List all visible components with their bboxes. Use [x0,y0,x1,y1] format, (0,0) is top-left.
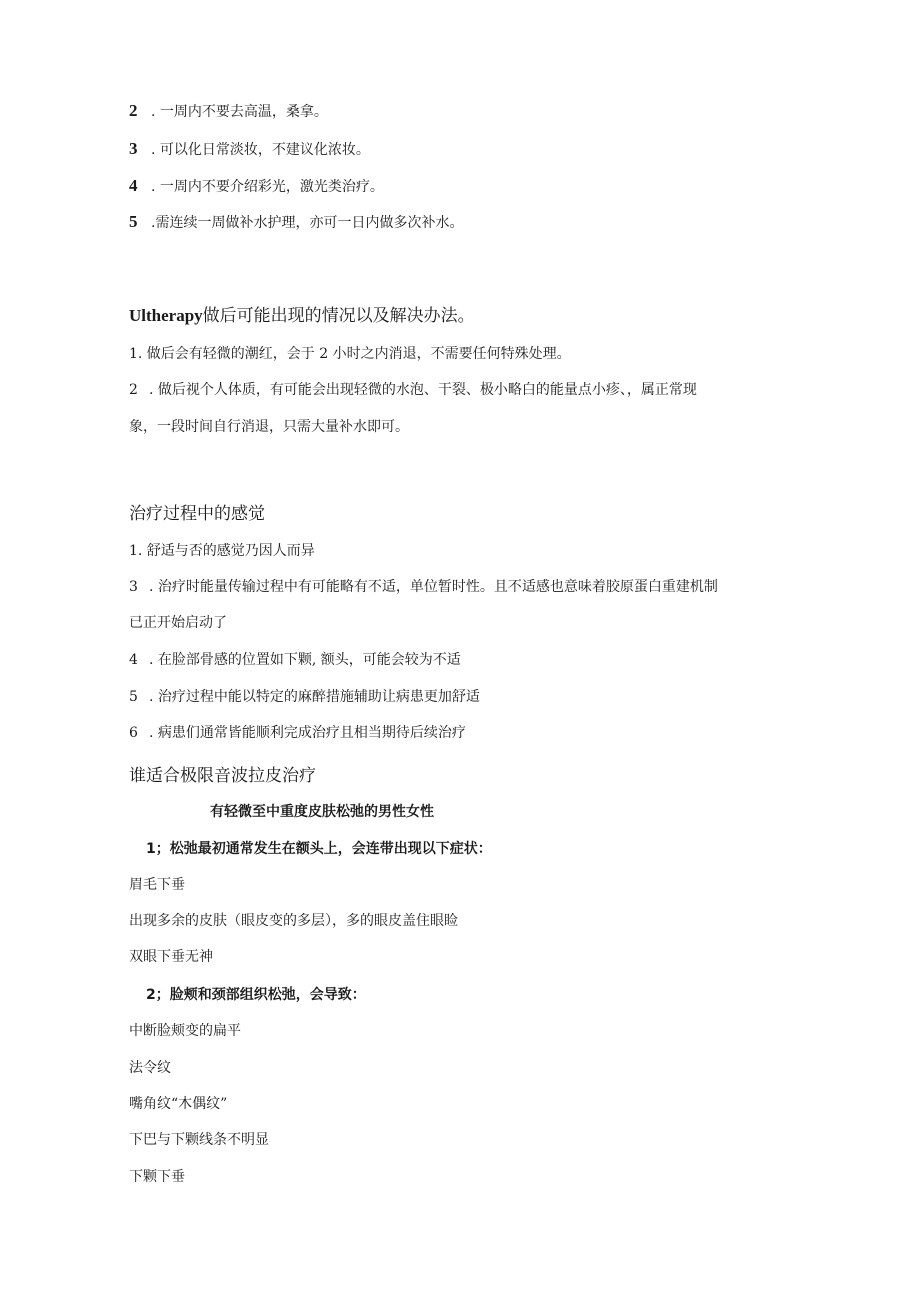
paragraph-item: 1. 做后会有轻微的潮红，会于 2 小时之内消退，不需要任何特殊处理。 [129,346,571,362]
care-item-number: 3 [129,139,138,158]
heading-rest-part: 做后可能出现的情况以及解决办法。 [202,306,475,326]
symptom-item: 法令纹 [129,1060,171,1076]
paragraph-item [129,724,466,742]
item-text: . 治疗时能量传输过程中有可能略有不适，单位暂时性。且不适感也意味着胶原蛋白重建机制 [149,579,718,595]
paragraph-continuation: 已正开始启动了 [129,615,227,631]
item-text: . 做后视个人体质，有可能会出现轻微的水泡、干裂、极小略白的能量点小疹、，属正常现 [149,382,697,398]
item-number: 5 [129,689,138,705]
item-number: 2 [129,382,138,398]
item-text: . 在脸部骨感的位置如下颗, 额头，可能会较为不适 [149,652,461,668]
paragraph-continuation: 象，一段时间自行消退，只需大量补水即可。 [129,419,409,435]
item-number: 3 [129,579,138,595]
group-heading: 2；脸颊和颈部组织松弛，会导致： [146,987,366,1003]
care-item-number: 4 [129,176,138,195]
group-heading: 1；松弛最初通常发生在额头上，会连带出现以下症状： [146,841,492,857]
symptom-item: 嘴角纹“木偶纹” [129,1096,228,1112]
section-subtitle: 有轻微至中重度皮肤松弛的男性女性 [210,804,434,820]
symptom-item: 眉毛下垂 [129,877,185,893]
paragraph-item: 1. 舒适与否的感觉乃因人而异 [129,543,315,559]
care-item [129,102,328,121]
item-text: . 治疗过程中能以特定的麻醉措施辅助让病患更加舒适 [149,689,480,705]
item-text: . 病患们通常皆能顺利完成治疗且相当期待后续治疗 [149,725,466,741]
care-item-text: . 可以化日常淡妆，不建议化浓妆。 [151,142,370,158]
care-item-text: . 一周内不要去高温，桑拿。 [151,104,328,120]
symptom-item: 下颗下垂 [129,1169,185,1185]
care-item-text: .需连续一周做补水护理，亦可一日内做多次补水。 [151,215,464,231]
item-number: 6 [129,725,138,741]
care-item-number: 5 [129,212,138,231]
section-heading-candidates: 谁适合极限音波拉皮治疗 [129,766,316,786]
paragraph-item [129,578,718,596]
paragraph-item [129,651,461,669]
paragraph-item [129,381,697,399]
care-item [129,177,384,196]
care-item-text: . 一周内不要介绍彩光，激光类治疗。 [151,179,384,195]
symptom-item: 中断脸颊变的扁平 [129,1023,241,1039]
paragraph-item [129,688,480,706]
symptom-item: 出现多余的皮肤（眼皮变的多层），多的眼皮盖住眼睑 [129,913,458,929]
section-heading-sensation: 治疗过程中的感觉 [129,504,265,524]
item-number: 4 [129,652,138,668]
symptom-item: 下巴与下颗线条不明显 [129,1132,269,1148]
care-item [129,140,370,159]
symptom-item: 双眼下垂无神 [129,949,213,965]
heading-latin-part: Ultherapy [129,306,203,325]
care-item-number: 2 [129,101,138,120]
care-item [129,213,463,232]
section-heading-ultherapy [129,305,475,327]
